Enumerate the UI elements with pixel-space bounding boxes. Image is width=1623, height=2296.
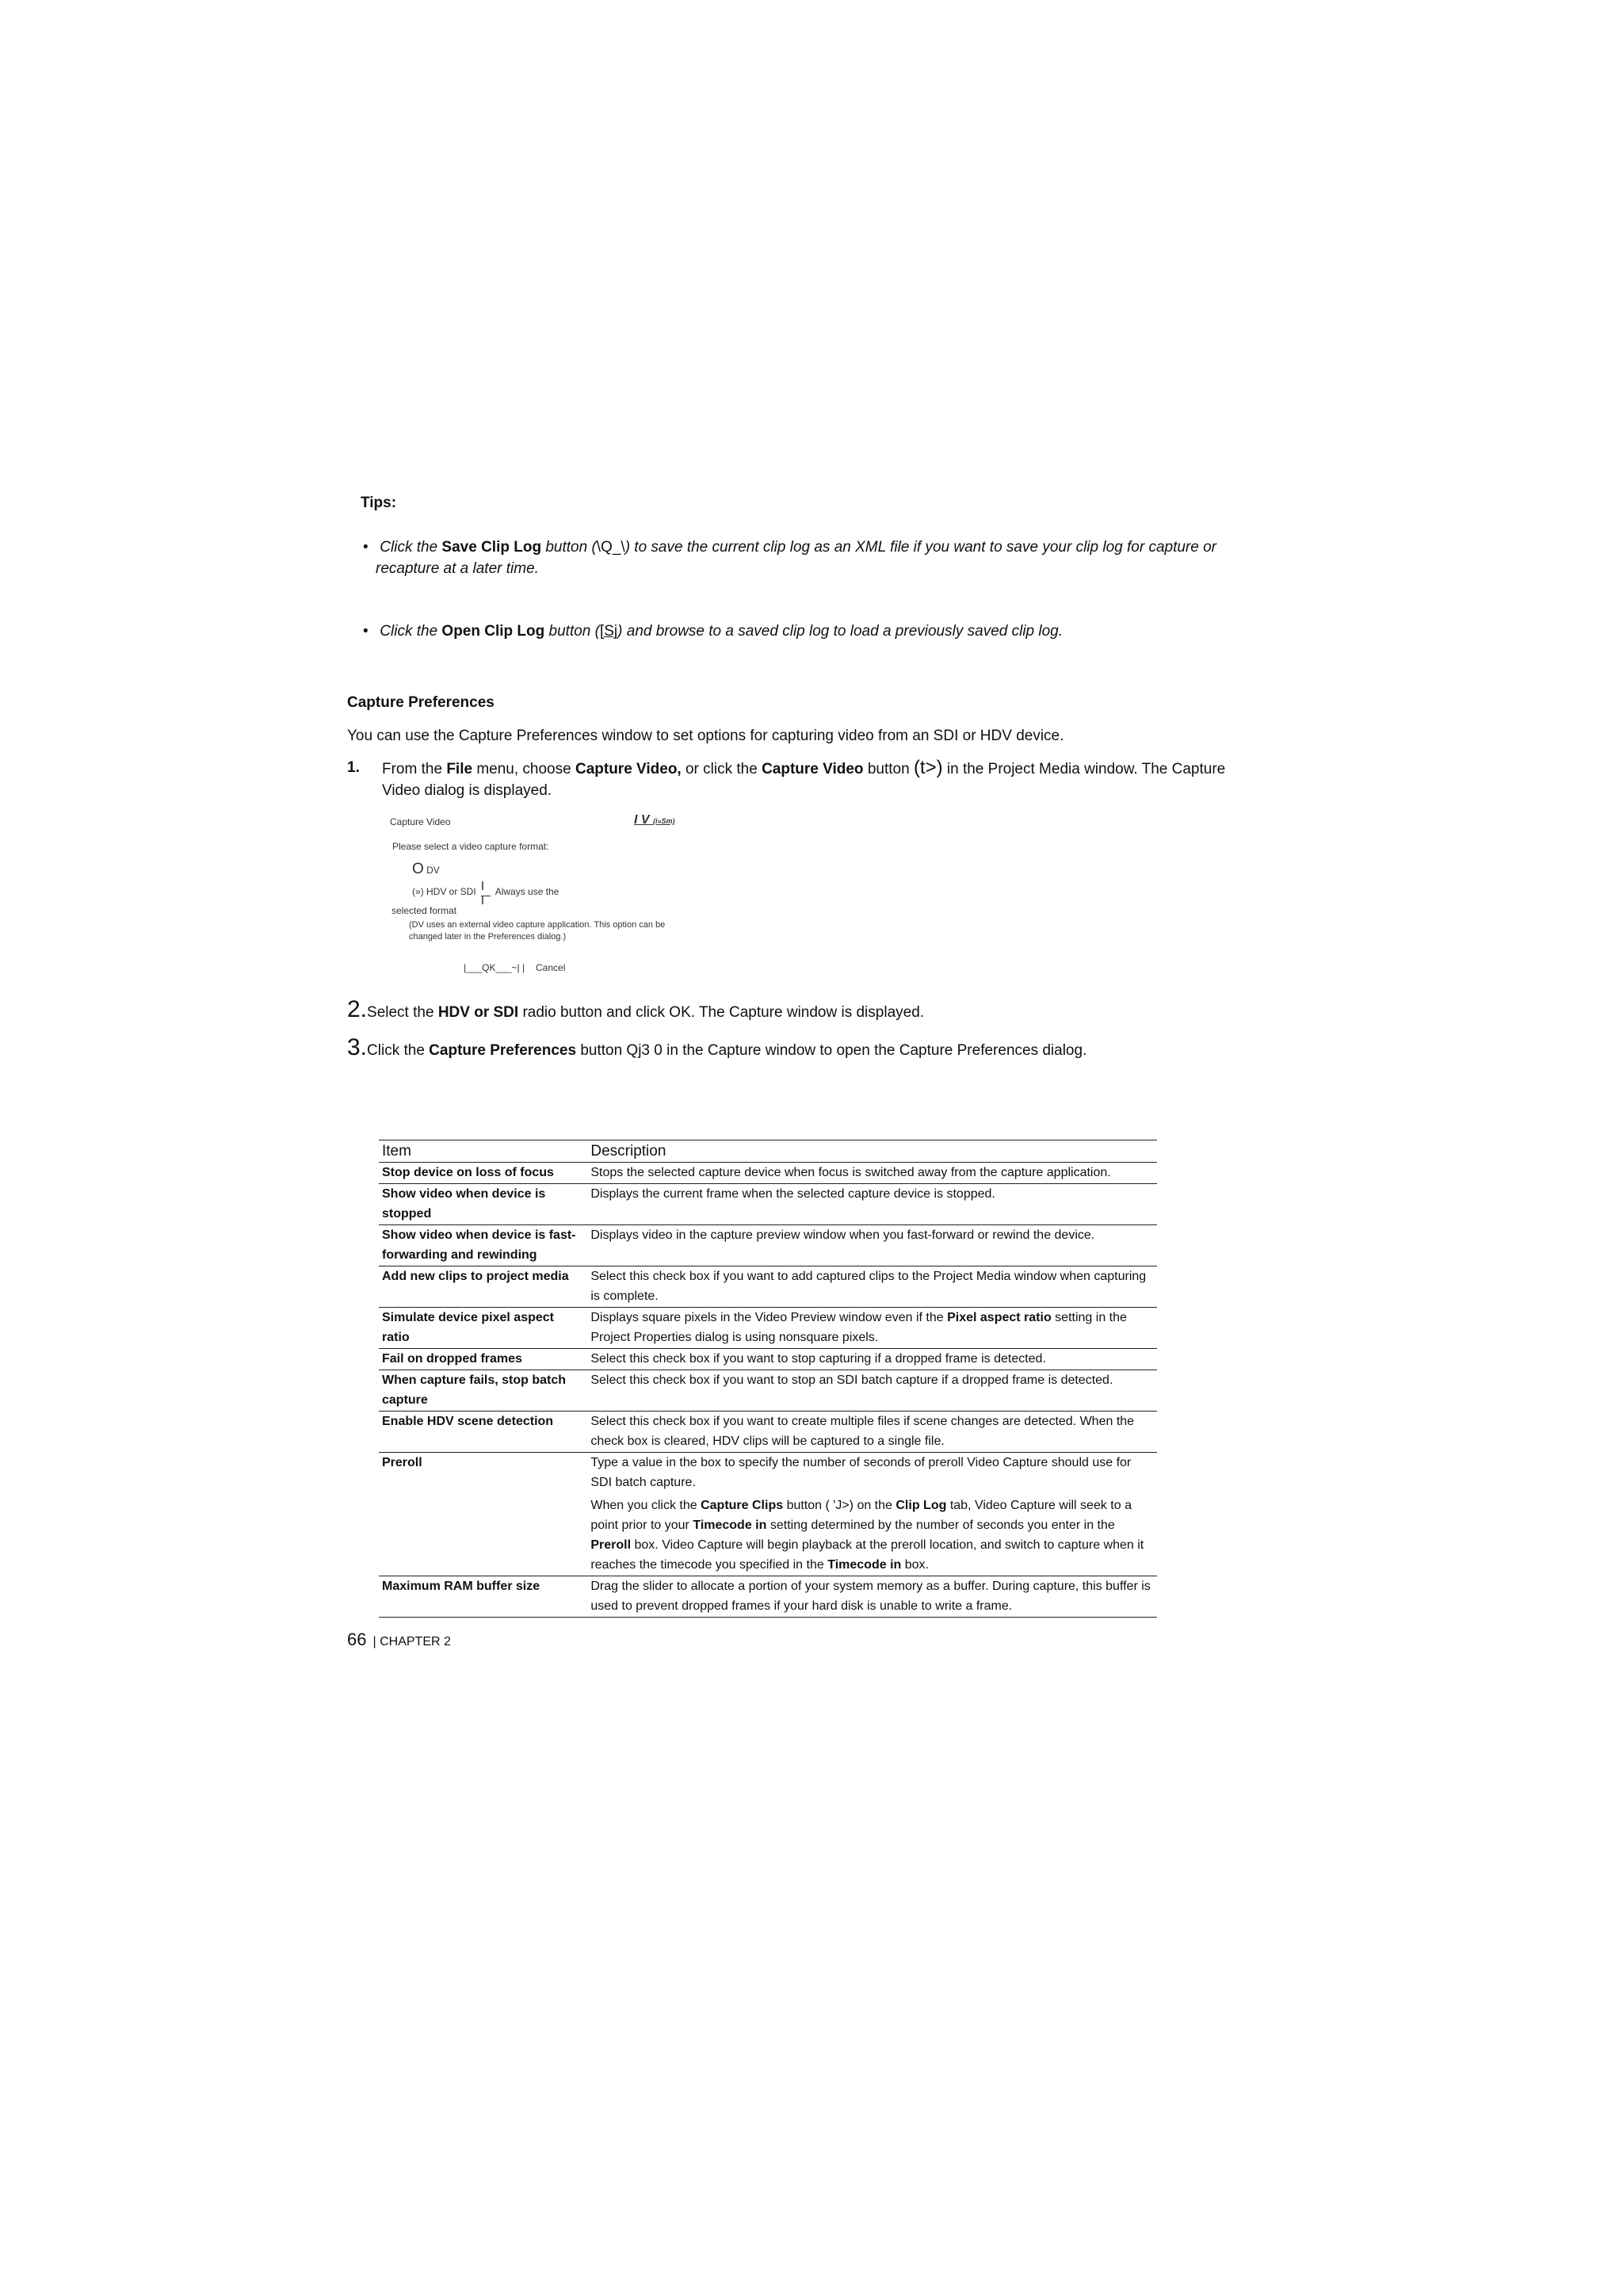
titlebar-glyph: I V (634, 813, 650, 827)
table-header-description: Description (587, 1140, 1157, 1163)
desc-bold-run: Preroll (590, 1538, 632, 1552)
radio-icon: O (412, 861, 424, 877)
step-bold-run: Capture Preferences (429, 1042, 577, 1059)
tip-open-clip-log (363, 621, 1266, 642)
step-number: 2. (347, 996, 368, 1022)
table-cell-description: Drag the slider to allocate a portion of your system memory as a buffer. During capture, this buffer is used to prevent dropped frames if your hard disk is unable to write a frame. (587, 1576, 1157, 1618)
step-text-run: button (867, 761, 910, 777)
desc-bold-run: Capture Clips (701, 1499, 784, 1512)
table-cell-description: Select this check box if you want to stop an SDI batch capture if a dropped frame is detected. (587, 1370, 1157, 1412)
table-header-row (379, 1140, 1157, 1163)
cancel-button: Cancel (536, 962, 566, 973)
checkbox-label-continued: selected format (391, 905, 457, 916)
tip-text-line2: recapture at a later time. (376, 560, 539, 577)
open-clip-log-icon: [Sj (599, 623, 618, 640)
step-1 (347, 757, 1266, 801)
table-cell-item: Simulate device pixel aspect ratio (379, 1308, 587, 1349)
table-row (379, 1184, 1157, 1225)
ok-button: |___QK___~| | (464, 962, 525, 973)
table-row (379, 1370, 1157, 1412)
step-text-run: menu, choose (476, 761, 571, 777)
step-text-run: in the Project Media window. The Capture (946, 761, 1226, 777)
table-cell-description: Displays video in the capture preview window when you fast-forward or rewind the device. (587, 1225, 1157, 1266)
tip-text: Click the (380, 623, 438, 640)
desc-bold-run: Clip Log (896, 1499, 947, 1512)
table-cell-item: Show video when device is stopped (379, 1184, 587, 1225)
tip-bold-text: Open Clip Log (441, 623, 545, 640)
table-cell-description: Stops the selected capture device when focus is switched away from the capture application. (587, 1163, 1157, 1184)
dialog-note: (DV uses an external video capture application. This option can be changed later in the Preferences dialog.) (409, 920, 666, 942)
section-heading: Capture Preferences (347, 694, 495, 711)
capture-preferences-table (379, 1140, 1157, 1618)
step-text-run: button Qj3 0 in the Capture window to open the Capture Preferences dialog. (580, 1042, 1087, 1059)
table-row (379, 1576, 1157, 1618)
desc-bold-run: Timecode in (827, 1558, 902, 1572)
step-bold-run: Capture Video (762, 761, 864, 777)
tip-save-clip-log (363, 537, 1266, 579)
table-cell-item: When capture fails, stop batch capture (379, 1370, 587, 1412)
desc-text-run: When you click the (590, 1499, 697, 1512)
desc-text-run: tab, Video Capture will seek to a point prior to your (590, 1499, 1132, 1532)
table-row (379, 1349, 1157, 1370)
step-text-run: or click the (685, 761, 758, 777)
desc-text-run: Displays square pixels in the Video Preview window even if the (590, 1311, 944, 1324)
dialog-titlebar-buttons (634, 813, 675, 827)
step-3 (347, 1034, 1086, 1061)
desc-paragraph (590, 1496, 1154, 1575)
dialog-title: Capture Video (390, 816, 451, 827)
bullet: • (363, 623, 369, 640)
page-number: 66 (347, 1629, 367, 1649)
save-clip-log-icon: \Q_\ (596, 539, 625, 556)
step-text-run: radio button and click OK. The Capture window is displayed. (522, 1004, 925, 1021)
radio-hdv-sdi (412, 884, 559, 897)
tip-text: ) and browse to a saved clip log to load a previously saved clip log. (617, 623, 1064, 640)
table-cell-item: Stop device on loss of focus (379, 1163, 587, 1184)
table-cell-description: Displays the current frame when the selected capture device is stopped. (587, 1184, 1157, 1225)
table-header-item: Item (379, 1140, 587, 1163)
step-text-run: Click the (367, 1042, 425, 1059)
desc-text-run: button ( 'J>) on the (786, 1499, 892, 1512)
step-2 (347, 996, 924, 1023)
chapter-label: | CHAPTER 2 (372, 1635, 451, 1648)
step-bold-run: HDV or SDI (437, 1004, 519, 1021)
step-text (382, 757, 1266, 801)
page-footer (347, 1628, 454, 1652)
table-row (379, 1266, 1157, 1308)
tip-text: ) to save the current clip log as an XML file if you want to save your clip log for capture or (624, 539, 1216, 556)
dialog-prompt: Please select a video capture format: (392, 841, 549, 852)
checkbox-label: Always use the (495, 886, 559, 897)
tip-text: button ( (545, 539, 597, 556)
step-bold-run: Capture Video, (575, 761, 682, 777)
bullet: • (363, 539, 369, 556)
tip-text: button ( (548, 623, 600, 640)
radio-dv-label: DV (426, 865, 440, 876)
table-row (379, 1163, 1157, 1184)
desc-text-run: box. (904, 1558, 929, 1572)
titlebar-glyph-small: (i»Sm) (653, 817, 675, 825)
intro-paragraph: You can use the Capture Preferences window to set options for capturing video from an SDI or HDV device. (347, 728, 1064, 744)
desc-text-run: box. Video Capture will begin playback at the preroll location, and switch to capture when it reaches the timecode you specified in the (590, 1538, 1144, 1572)
radio-hdv-label: (») HDV or SDI (412, 886, 476, 897)
table-cell-item: Show video when device is fast-forwarding and rewinding (379, 1225, 587, 1266)
table-cell-description: Select this check box if you want to add captured clips to the Project Media window when capturing is complete. (587, 1266, 1157, 1308)
radio-dv (412, 861, 440, 878)
step-text-run: Select the (367, 1004, 434, 1021)
step-number: 3. (347, 1034, 368, 1060)
table-row (379, 1225, 1157, 1266)
table-cell-description: Select this check box if you want to stop capturing if a dropped frame is detected. (587, 1349, 1157, 1370)
table-cell-item: Maximum RAM buffer size (379, 1576, 587, 1618)
step-bold-run: File (446, 761, 473, 777)
table-cell-item: Enable HDV scene detection (379, 1412, 587, 1453)
step-text-run: From the (382, 761, 443, 777)
desc-text-run: setting determined by the number of seconds you enter in the (769, 1519, 1115, 1532)
desc-text-run: setting in the Project Properties dialog is using nonsquare pixels. (590, 1311, 1127, 1344)
tip-bold-text: Save Clip Log (441, 539, 542, 556)
desc-text-run: Type a value in the box to specify the number of seconds of preroll Video Capture should use for SDI batch capture. (590, 1456, 1132, 1489)
table-cell-description: Select this check box if you want to create multiple files if scene changes are detected. When the check box is cleared, HDV clips will be captured to a single file. (587, 1412, 1157, 1453)
tips-heading: Tips: (361, 495, 397, 511)
capture-video-icon: (t>) (913, 757, 943, 778)
step-text-run: Video dialog is displayed. (382, 782, 552, 799)
table-row (379, 1453, 1157, 1576)
table-row (379, 1412, 1157, 1453)
table-cell-item: Add new clips to project media (379, 1266, 587, 1308)
step-number: 1. (347, 759, 360, 776)
desc-bold-run: Timecode in (693, 1519, 767, 1532)
desc-bold-run: Pixel aspect ratio (947, 1311, 1052, 1324)
checkbox-icon (481, 886, 491, 896)
capture-video-dialog-figure (380, 812, 697, 983)
table-cell-description (587, 1453, 1157, 1576)
table-cell-description (587, 1308, 1157, 1349)
table-cell-item: Fail on dropped frames (379, 1349, 587, 1370)
tip-text: Click the (380, 539, 438, 556)
table-row (379, 1308, 1157, 1349)
table-cell-item: Preroll (379, 1453, 587, 1576)
